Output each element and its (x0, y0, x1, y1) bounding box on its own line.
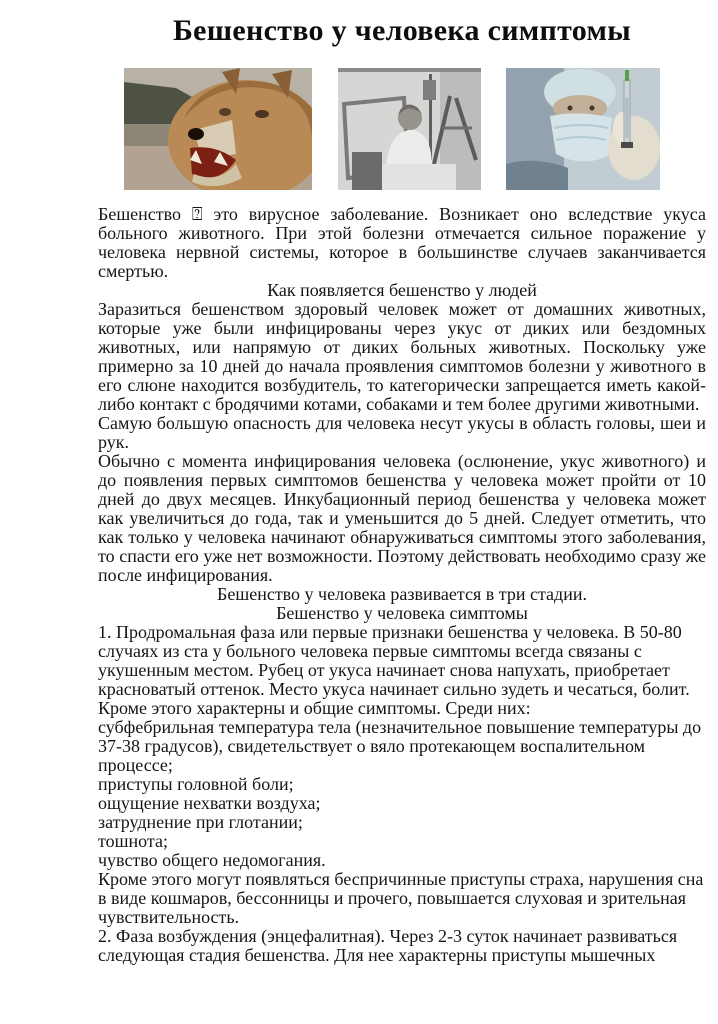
symptom-item: чувство общего недомогания. (98, 850, 326, 870)
page-title: Бешенство у человека симптомы (173, 14, 631, 47)
paragraph-prodromal-phase: 1. Продромальная фаза или первые признаки бешенства у человека. В 50-80 случаях из ста у больного человека первые симптомы всегда связаны с укушенным местом. Рубец от укуса начинает снова напухать, приобретает красноватый оттенок. Место укуса начинает сильно зудеть и чесаться, болит. (98, 622, 690, 699)
symptom-item: затруднение при глотании; (98, 812, 303, 832)
symptom-item: тошнота; (98, 831, 168, 851)
content-column (98, 0, 706, 965)
heading-symptoms: Бешенство у человека симптомы (276, 603, 528, 623)
symptom-item: субфебрильная температура тела (незначительное повышение температуры до 37-38 градусов), свидетельствует о вяло протекающем воспалительном процессе; (98, 717, 702, 775)
paragraph-incubation: Обычно с момента инфицирования человека (ослюнение, укус животного) и до появления первых симптомов бешенства у человека может пройти от 10 дней до двух месяцев. Инкубационный период бешенства у человека может как увеличиться до года, так и уменьшится до 5 дней. Следует отметить, что как только у человека начинают обнаруживаться симптомы этого заболевания, то спасти его уже нет возможности. Поэтому действовать необходимо сразу же после инфицирования. (98, 451, 706, 585)
paragraph-intro: Бешенство ⍰ это вирусное заболевание. Возникает оно вследствие укуса больного животного. При этой болезни отмечается сильное поражение у человека нервной системы, которое в большинстве случаев заканчивается смертью. (98, 204, 706, 281)
symptom-item: ощущение нехватки воздуха; (98, 793, 321, 813)
article-body (98, 205, 706, 965)
hospital-patient-photo (338, 68, 481, 190)
heading-how-rabies-appears: Как появляется бешенство у людей (267, 280, 537, 300)
paragraph-common-symptoms: Кроме этого характерны и общие симптомы. Среди них: (98, 698, 531, 718)
paragraph-fear-attacks: Кроме этого могут появляться беспричинные приступы страха, нарушения сна в виде кошмаров, бессонницы и прочего, повышается слуховая и зрительная чувствительность. (98, 869, 704, 927)
nurse-with-syringe-photo (506, 68, 660, 190)
symptom-item: приступы головной боли; (98, 774, 294, 794)
rabid-fox-photo (124, 68, 312, 190)
photo-row (124, 68, 706, 190)
paragraph-infection: Заразиться бешенством здоровый человек может от домашних животных, которые уже были инфицированы через укус от диких или бездомных животных, или напрямую от диких больных животных. Поскольку уже примерно за 10 дней до начала проявления симптомов болезни у животного в его слюне находится возбудитель, то категорически запрещается иметь какой-либо контакт с бродячими котами, собаками и тем более другими животными. (98, 299, 706, 414)
heading-three-stages: Бешенство у человека развивается в три стадии. (217, 584, 587, 604)
paragraph-excitation-phase: 2. Фаза возбуждения (энцефалитная). Через 2-3 суток начинает развиваться следующая стадия бешенства. Для нее характерны приступы мышечных (98, 926, 678, 965)
paragraph-danger-zones: Самую большую опасность для человека несут укусы в область головы, шеи и рук. (98, 413, 706, 452)
